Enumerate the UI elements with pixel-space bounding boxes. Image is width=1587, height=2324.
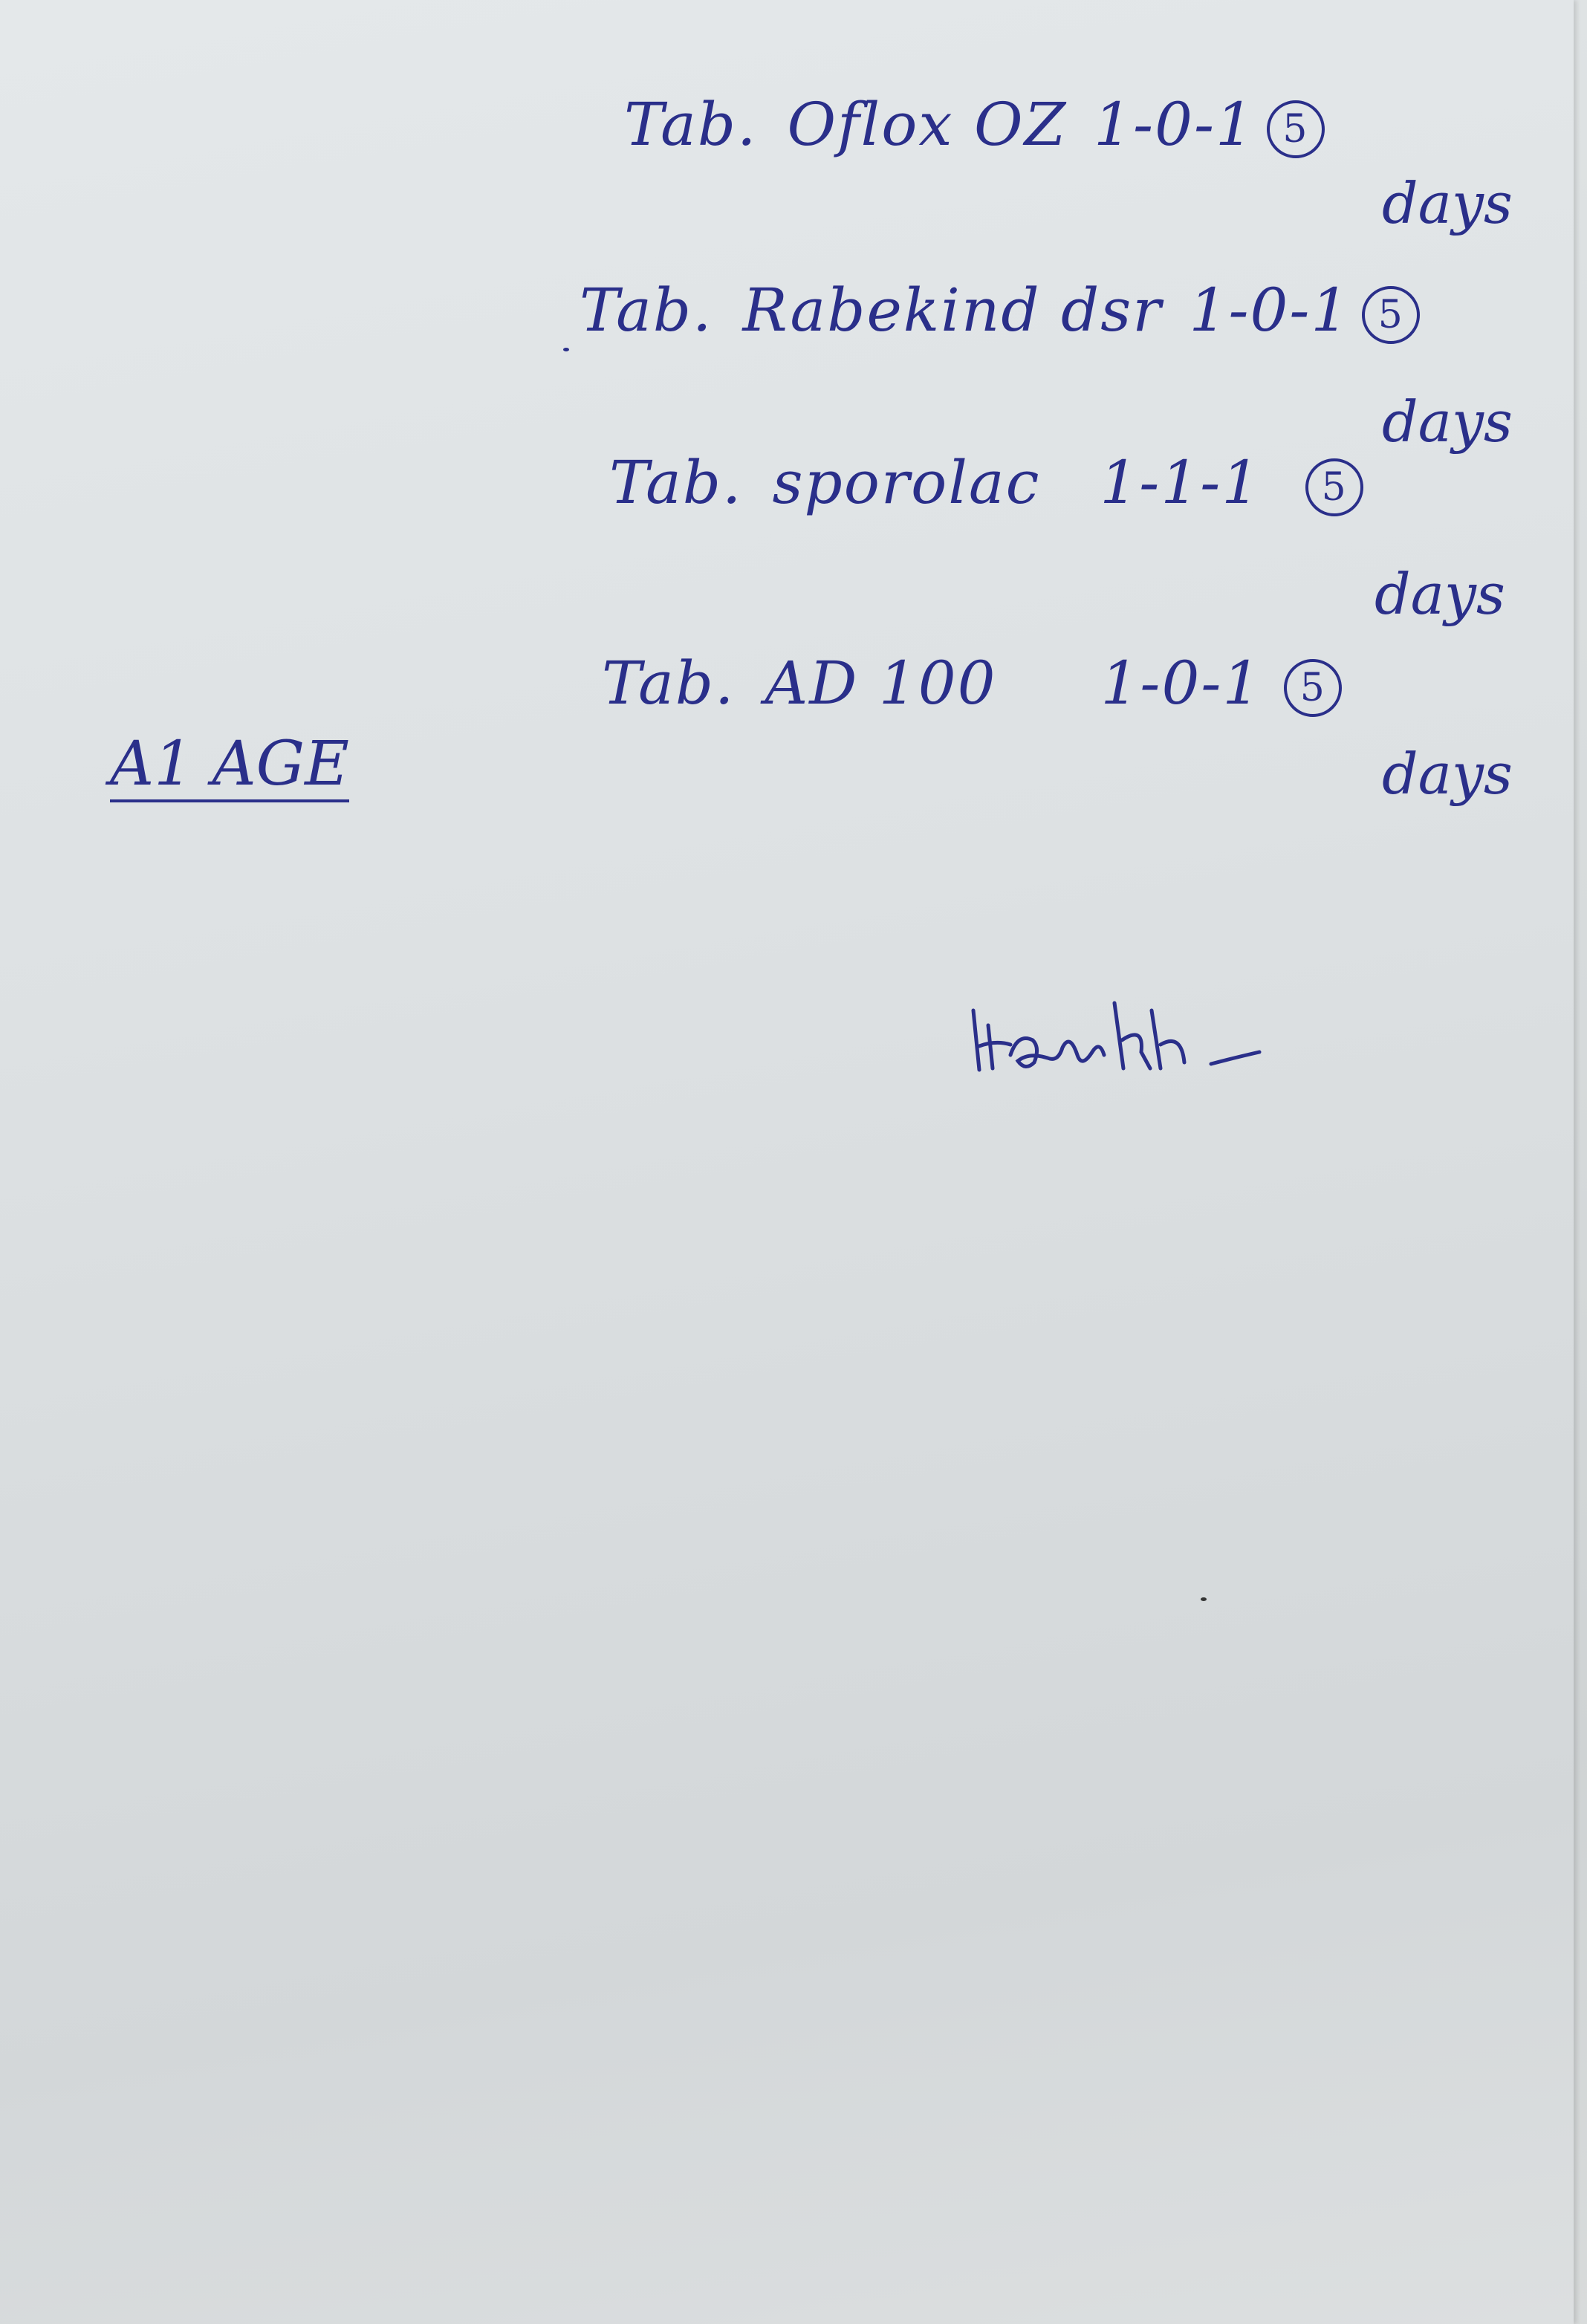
rx-unit-2: days — [1382, 389, 1513, 455]
rx-line-4 — [602, 649, 1342, 718]
rx-drug: Rabekind dsr — [742, 276, 1163, 345]
rx-dose: 1-0-1 — [1094, 90, 1255, 159]
rx-prefix: Tab. — [624, 90, 758, 159]
paper-speck — [1201, 1597, 1207, 1601]
rx-prefix: Tab. — [609, 448, 743, 517]
rx-prefix: Tab. — [580, 276, 713, 345]
rx-line-1 — [624, 90, 1325, 159]
rx-duration: 5 — [1284, 659, 1342, 717]
rx-drug: AD 100 — [765, 649, 997, 718]
rx-unit-4: days — [1382, 741, 1513, 807]
rx-duration: 5 — [1362, 286, 1420, 344]
rx-prefix: Tab. — [602, 649, 736, 718]
rx-unit-3: days — [1375, 561, 1505, 627]
rx-duration: 5 — [1267, 100, 1325, 158]
rx-dose: 1-1-1 — [1100, 448, 1262, 517]
rx-drug: sporolac — [772, 448, 1041, 517]
rx-line-3 — [609, 448, 1363, 517]
rx-drug: Oflox OZ — [787, 90, 1068, 159]
rx-line-2 — [580, 276, 1420, 345]
rx-dose: 1-0-1 — [1100, 649, 1262, 718]
signature — [966, 981, 1337, 1085]
diagnosis: A1 AGE — [110, 734, 349, 802]
rx-unit-1: days — [1382, 170, 1513, 236]
ink-speck — [563, 348, 569, 351]
rx-dose: 1-0-1 — [1189, 276, 1351, 345]
rx-duration: 5 — [1305, 458, 1363, 516]
signature-scribble — [966, 981, 1337, 1085]
